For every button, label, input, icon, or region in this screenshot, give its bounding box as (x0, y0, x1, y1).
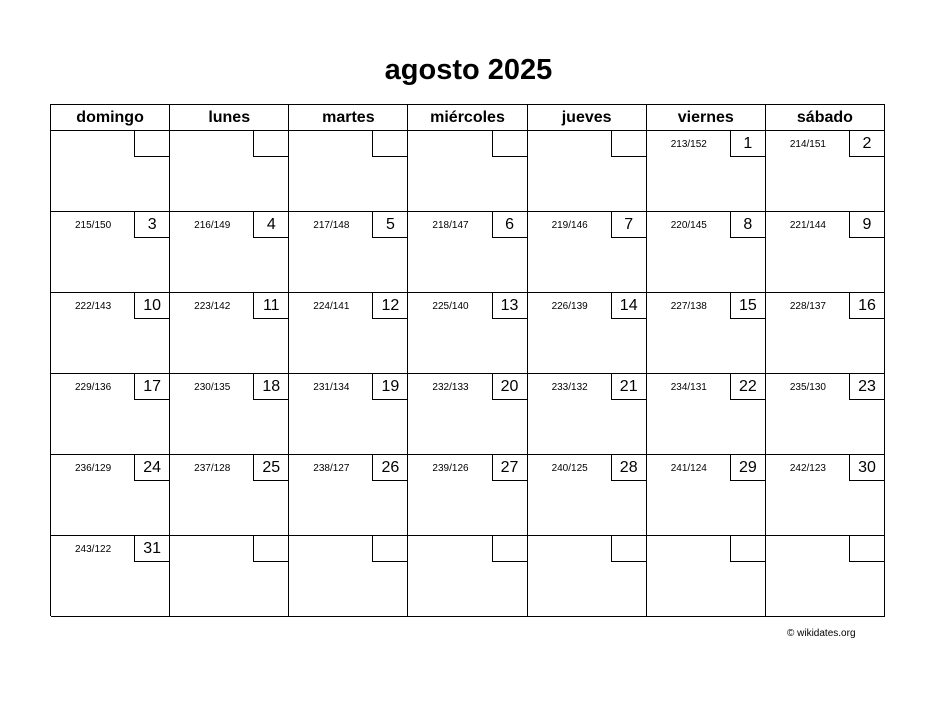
day-of-year-label: 214/151 (789, 139, 826, 150)
day-number: 18 (253, 374, 288, 400)
day-number: 4 (253, 212, 288, 238)
day-of-year-label: 227/138 (670, 301, 707, 312)
day-number: 11 (253, 293, 288, 319)
day-cell (51, 131, 170, 212)
day-of-year-label: 234/131 (670, 382, 707, 393)
weekday-header-row (51, 105, 885, 131)
day-cell (408, 536, 527, 617)
day-cell (647, 374, 766, 455)
day-number (253, 131, 288, 157)
day-number: 21 (611, 374, 646, 400)
day-number: 22 (730, 374, 765, 400)
day-number: 1 (730, 131, 765, 157)
day-number: 3 (134, 212, 169, 238)
day-of-year-label: 237/128 (194, 463, 231, 474)
day-of-year-label: 221/144 (789, 220, 826, 231)
day-number: 25 (253, 455, 288, 481)
day-number: 19 (372, 374, 407, 400)
day-number: 23 (849, 374, 884, 400)
day-of-year-label: 224/141 (313, 301, 350, 312)
calendar-weeks (51, 131, 885, 617)
day-of-year-label: 217/148 (313, 220, 350, 231)
day-number: 31 (134, 536, 169, 562)
day-number (730, 536, 765, 562)
day-cell (528, 374, 647, 455)
weekday-header: lunes (170, 105, 289, 131)
day-of-year-label: 216/149 (194, 220, 231, 231)
day-cell (170, 293, 289, 374)
day-of-year-label: 215/150 (75, 220, 112, 231)
day-number: 16 (849, 293, 884, 319)
day-cell (766, 536, 885, 617)
day-cell (51, 293, 170, 374)
day-cell (766, 374, 885, 455)
day-of-year-label: 228/137 (789, 301, 826, 312)
day-cell (51, 374, 170, 455)
day-cell (647, 131, 766, 212)
day-of-year-label: 226/139 (551, 301, 588, 312)
day-of-year-label: 243/122 (75, 544, 112, 555)
day-cell (528, 293, 647, 374)
day-cell (51, 212, 170, 293)
day-number: 12 (372, 293, 407, 319)
day-cell (289, 293, 408, 374)
day-of-year-label: 218/147 (432, 220, 469, 231)
day-number: 29 (730, 455, 765, 481)
day-cell (528, 536, 647, 617)
day-number (372, 536, 407, 562)
weekday-header: jueves (528, 105, 647, 131)
day-number: 24 (134, 455, 169, 481)
week-row (51, 212, 885, 293)
day-number: 20 (492, 374, 527, 400)
day-of-year-label: 220/145 (670, 220, 707, 231)
day-number: 8 (730, 212, 765, 238)
week-row (51, 374, 885, 455)
day-cell (766, 293, 885, 374)
day-of-year-label: 233/132 (551, 382, 588, 393)
day-number: 9 (849, 212, 884, 238)
week-row (51, 455, 885, 536)
day-number (849, 536, 884, 562)
day-cell (289, 536, 408, 617)
day-cell (170, 455, 289, 536)
day-number: 13 (492, 293, 527, 319)
day-cell (170, 131, 289, 212)
day-cell (766, 212, 885, 293)
day-of-year-label: 241/124 (670, 463, 707, 474)
day-number: 2 (849, 131, 884, 157)
day-of-year-label: 230/135 (194, 382, 231, 393)
day-number: 15 (730, 293, 765, 319)
week-row (51, 536, 885, 617)
day-of-year-label: 229/136 (75, 382, 112, 393)
day-of-year-label: 225/140 (432, 301, 469, 312)
day-cell (408, 131, 527, 212)
day-number (611, 536, 646, 562)
weekday-header: miércoles (408, 105, 527, 131)
day-of-year-label: 219/146 (551, 220, 588, 231)
day-cell (51, 536, 170, 617)
calendar-grid (50, 104, 885, 616)
day-number: 26 (372, 455, 407, 481)
weekday-header: domingo (51, 105, 170, 131)
day-cell (647, 212, 766, 293)
day-cell (647, 455, 766, 536)
day-of-year-label: 231/134 (313, 382, 350, 393)
week-row (51, 293, 885, 374)
day-number (134, 131, 169, 157)
day-of-year-label: 232/133 (432, 382, 469, 393)
day-number: 30 (849, 455, 884, 481)
day-of-year-label: 238/127 (313, 463, 350, 474)
day-cell (766, 455, 885, 536)
day-cell (647, 293, 766, 374)
weekday-header: sábado (766, 105, 885, 131)
day-of-year-label: 213/152 (670, 139, 707, 150)
site-credit: © wikidates.org (787, 628, 856, 639)
day-cell (766, 131, 885, 212)
day-of-year-label: 240/125 (551, 463, 588, 474)
day-cell (408, 212, 527, 293)
day-number (611, 131, 646, 157)
day-of-year-label: 223/142 (194, 301, 231, 312)
day-of-year-label: 236/129 (75, 463, 112, 474)
day-cell (289, 374, 408, 455)
day-cell (647, 536, 766, 617)
day-cell (170, 374, 289, 455)
day-number (372, 131, 407, 157)
day-number (492, 536, 527, 562)
day-of-year-label: 242/123 (789, 463, 826, 474)
day-cell (408, 455, 527, 536)
calendar-title: agosto 2025 (384, 54, 553, 86)
week-row (51, 131, 885, 212)
day-number (492, 131, 527, 157)
day-number: 17 (134, 374, 169, 400)
day-number: 10 (134, 293, 169, 319)
day-number (253, 536, 288, 562)
weekday-header: martes (289, 105, 408, 131)
day-cell (170, 536, 289, 617)
day-cell (170, 212, 289, 293)
day-number: 7 (611, 212, 646, 238)
day-number: 28 (611, 455, 646, 481)
day-number: 6 (492, 212, 527, 238)
day-cell (408, 293, 527, 374)
day-number: 14 (611, 293, 646, 319)
day-cell (408, 374, 527, 455)
day-cell (528, 212, 647, 293)
day-cell (289, 131, 408, 212)
day-cell (528, 455, 647, 536)
day-number: 5 (372, 212, 407, 238)
day-cell (528, 131, 647, 212)
day-of-year-label: 222/143 (75, 301, 112, 312)
day-cell (51, 455, 170, 536)
weekday-header: viernes (647, 105, 766, 131)
day-cell (289, 455, 408, 536)
day-cell (289, 212, 408, 293)
day-of-year-label: 239/126 (432, 463, 469, 474)
day-number: 27 (492, 455, 527, 481)
day-of-year-label: 235/130 (789, 382, 826, 393)
